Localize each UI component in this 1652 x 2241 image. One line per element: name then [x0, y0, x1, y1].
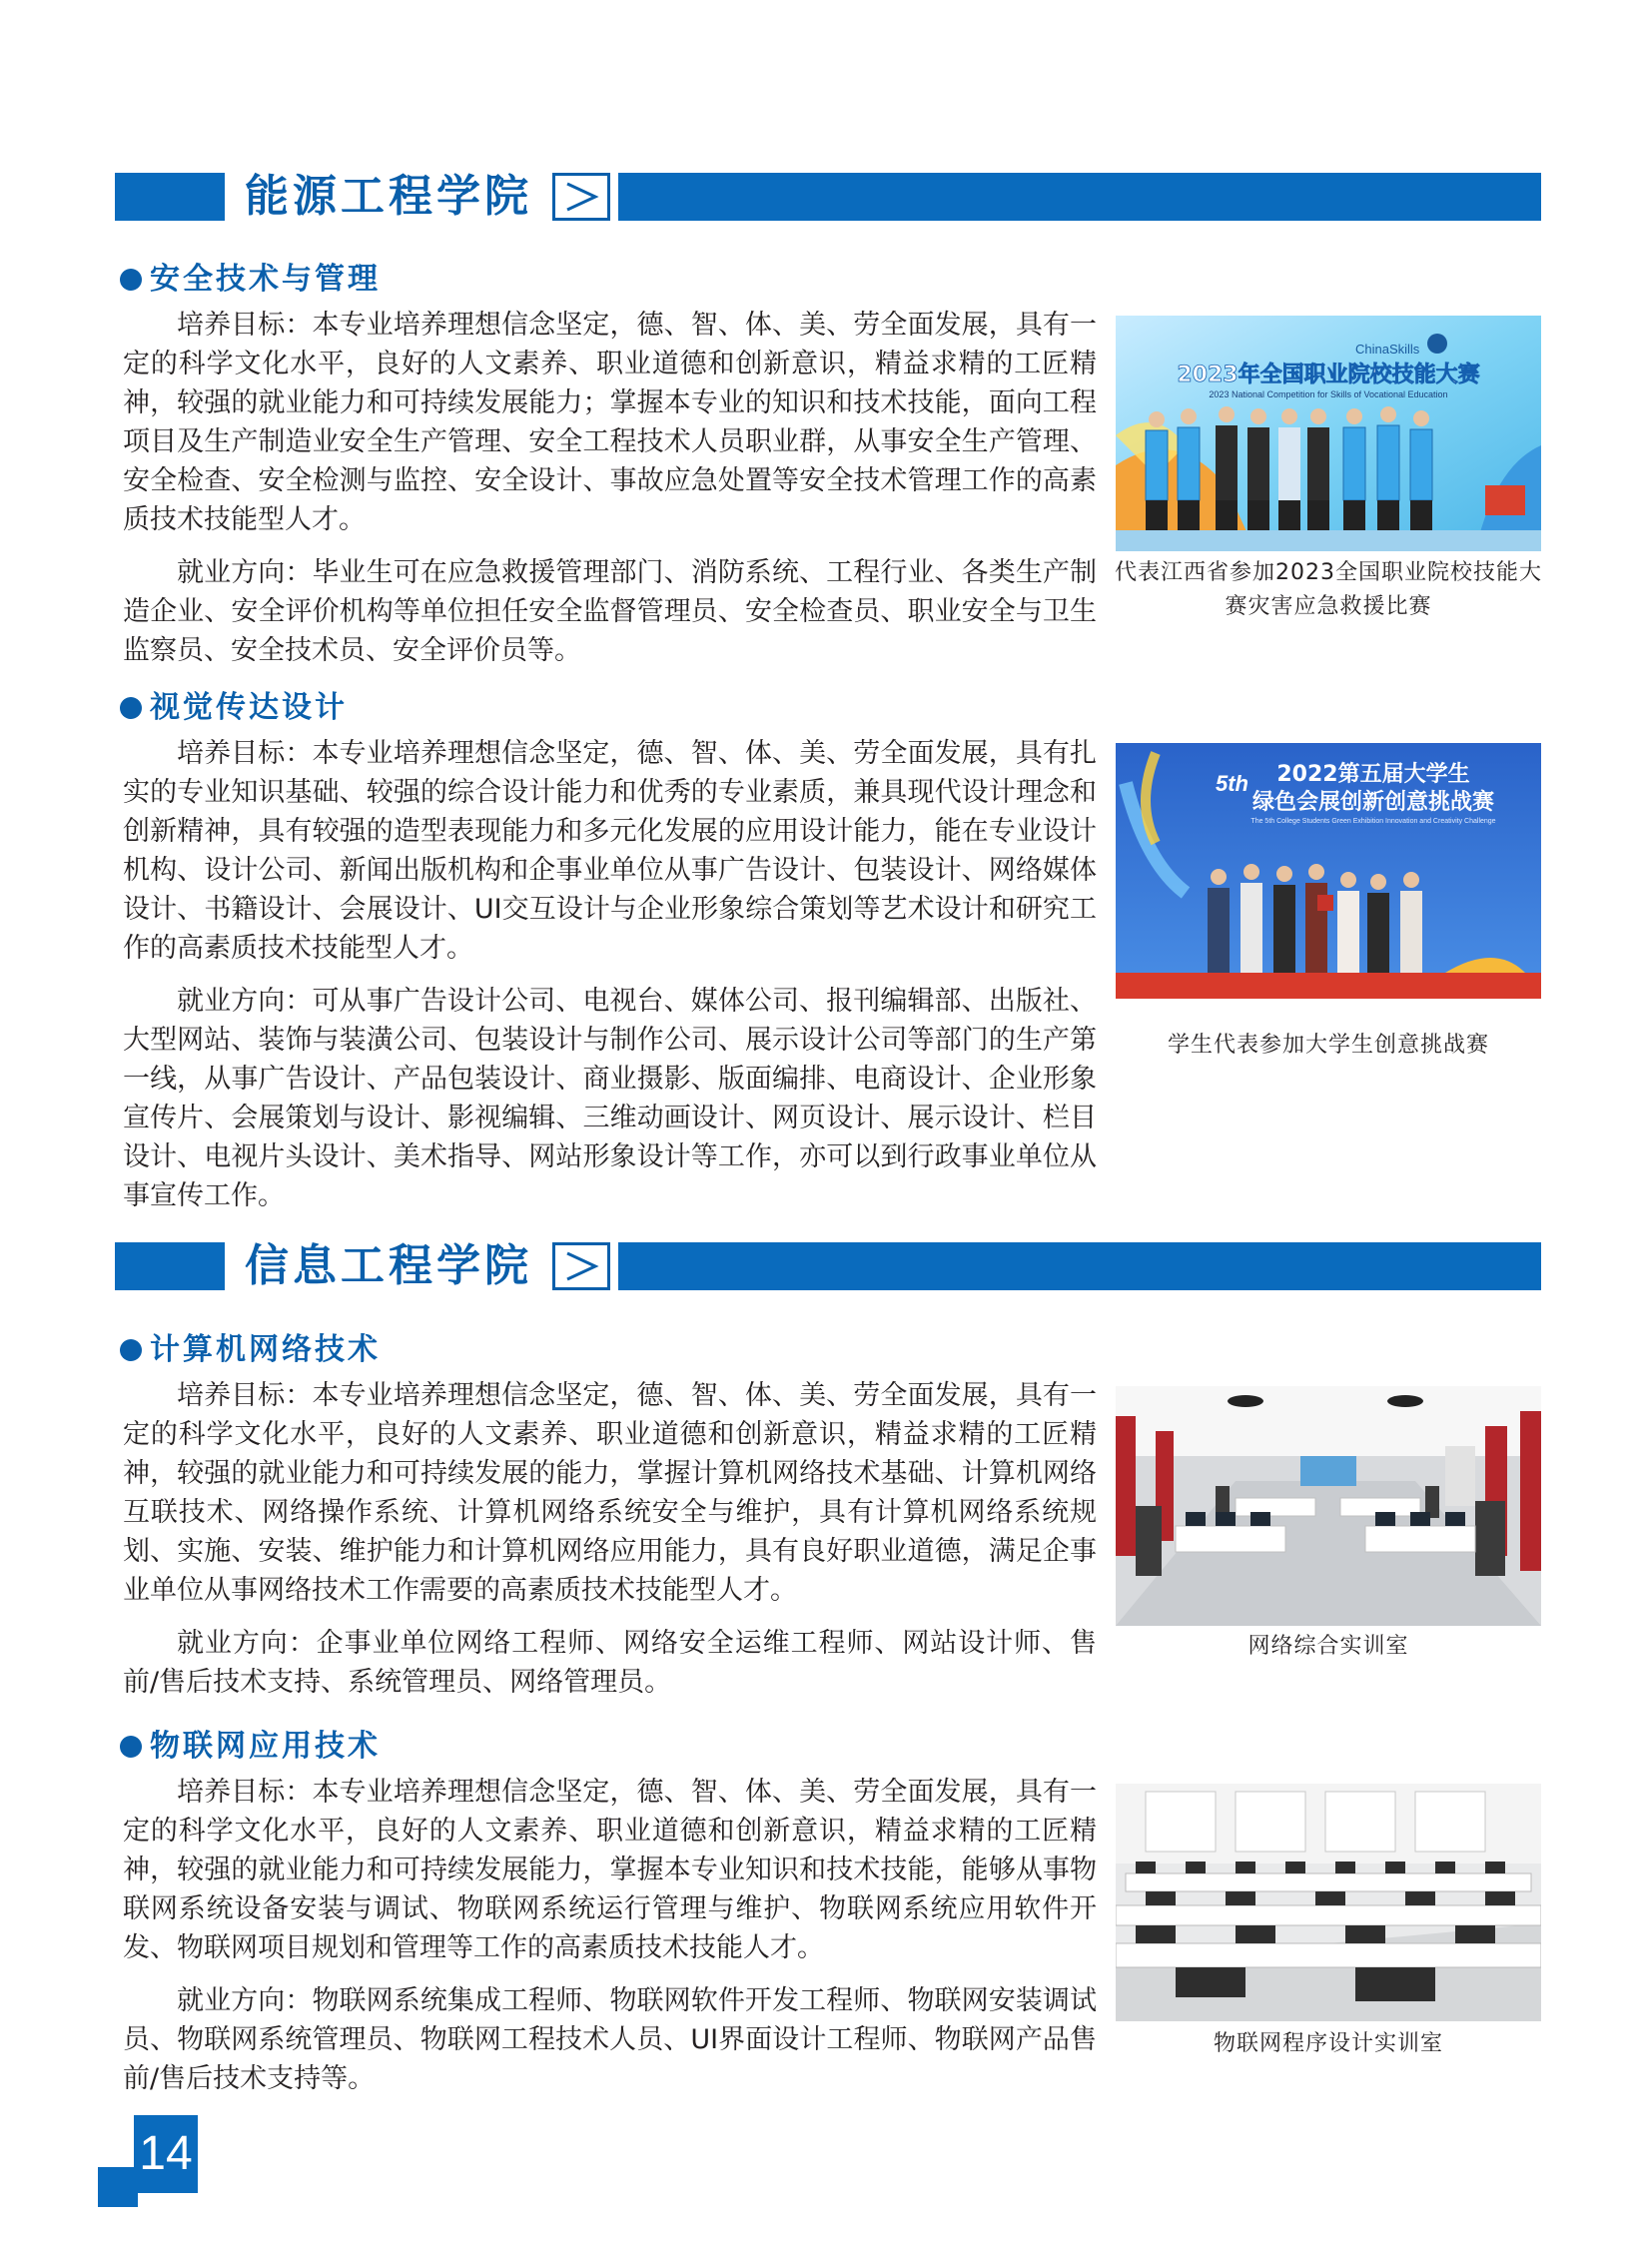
- photo-creativity-challenge: [1116, 743, 1541, 999]
- photo-caption: 物联网程序设计实训室: [1213, 2031, 1443, 2056]
- major-goal: 培养目标：本专业培养理想信念坚定，德、智、体、美、劳全面发展，具有一定的科学文化水平，良好的人文素养、职业道德和创新意识，精益求精的工匠精神，较强的就业能力和可持续发展能力；掌握本专业的知识和技术技能，面向工程项目及生产制造业安全生产管理、安全工程技术人员职业群，从事安全生产管理、安全检查、安全检测与监控、安全设计、事故应急处置等安全技术管理工作的高素质技术技能型人才。: [123, 310, 1097, 535]
- banner-title-line2: 绿色会展创新创意挑战赛: [1251, 790, 1495, 815]
- section-title: 能源工程学院: [245, 171, 532, 222]
- banner-title: 2023年全国职业院校技能大赛: [1177, 363, 1480, 387]
- section-title: 信息工程学院: [245, 1240, 532, 1291]
- page-number: 14: [134, 2115, 198, 2193]
- major-employment: 就业方向：企事业单位网络工程师、网络安全运维工程师、网站设计师、售前/售后技术支持、系统管理员、网络管理员。: [123, 1628, 1097, 1698]
- photo-caption: 代表江西省参加2023全国职业院校技能大赛灾害应急救援比赛: [1115, 560, 1542, 619]
- chevron-right-icon: [552, 173, 610, 221]
- bullet-icon: [120, 1736, 142, 1758]
- bullet-icon: [120, 1339, 142, 1361]
- header-right-bar: [618, 1242, 1541, 1290]
- page-corner-square: [98, 2167, 138, 2207]
- header-left-block: [115, 1242, 225, 1290]
- major-name: 安全技术与管理: [150, 262, 381, 297]
- major-employment: 就业方向：毕业生可在应急救援管理部门、消防系统、工程行业、各类生产制造企业、安全评价机构等单位担任安全监督管理员、安全检查员、职业安全与卫生监察员、安全技术员、安全评价员等。: [123, 557, 1097, 666]
- bullet-icon: [120, 269, 142, 291]
- major-employment: 就业方向：可从事广告设计公司、电视台、媒体公司、报刊编辑部、出版社、大型网站、装饰与装潢公司、包装设计与制作公司、展示设计公司等部门的生产第一线，从事广告设计、产品包装设计、商业摄影、版面编排、电商设计、企业形象宣传片、会展策划与设计、影视编辑、三维动画设计、网页设计、展示设计、栏目设计、电视片头设计、美术指导、网站形象设计等工作，亦可以到行政事业单位从事宣传工作。: [123, 986, 1097, 1211]
- major-heading: [120, 258, 381, 302]
- major-heading: [120, 686, 348, 730]
- major-heading: [120, 1328, 381, 1372]
- page-number-block: [98, 2115, 198, 2225]
- major-employment: 就业方向：物联网系统集成工程师、物联网软件开发工程师、物联网安装调试员、物联网系统管理员、物联网工程技术人员、UI界面设计工程师、物联网产品售前/售后技术支持等。: [123, 1985, 1097, 2094]
- banner-badge: 5th: [1216, 771, 1248, 796]
- photo-skills-competition: [1116, 316, 1541, 551]
- major-name: 计算机网络技术: [150, 1332, 381, 1367]
- major-goal: 培养目标：本专业培养理想信念坚定，德、智、体、美、劳全面发展，具有扎实的专业知识基础、较强的综合设计能力和优秀的专业素质，兼具现代设计理念和创新精神，具有较强的造型表现能力和多元化发展的应用设计能力，能在专业设计机构、设计公司、新闻出版机构和企事业单位从事广告设计、包装设计、网络媒体设计、书籍设计、会展设计、UI交互设计与企业形象综合策划等艺术设计和研究工作的高素质技术技能型人才。: [123, 738, 1097, 964]
- photo-caption: 网络综合实训室: [1247, 1634, 1409, 1659]
- major-name: 视觉传达设计: [150, 690, 348, 725]
- photo-iot-lab: [1116, 1784, 1541, 2021]
- banner-subtitle: 2023 National Competition for Skills of Vocational Education: [1209, 389, 1448, 399]
- photo-caption: 学生代表参加大学生创意挑战赛: [1167, 1033, 1489, 1058]
- photo-network-lab: [1116, 1386, 1541, 1626]
- header-right-bar: [618, 173, 1541, 221]
- major-goal: 培养目标：本专业培养理想信念坚定，德、智、体、美、劳全面发展，具有一定的科学文化水平，良好的人文素养、职业道德和创新意识，精益求精的工匠精神，较强的就业能力和可持续发展的能力，掌握计算机网络技术基础、计算机网络互联技术、网络操作系统、计算机网络系统安全与维护，具有计算机网络系统规划、实施、安装、维护能力和计算机网络应用能力，具有良好职业道德，满足企事业单位从事网络技术工作需要的高素质技术技能型人才。: [123, 1380, 1097, 1606]
- banner-logo: ChinaSkills: [1355, 342, 1420, 357]
- bullet-icon: [120, 697, 142, 719]
- major-name: 物联网应用技术: [150, 1729, 381, 1764]
- major-goal: 培养目标：本专业培养理想信念坚定，德、智、体、美、劳全面发展，具有一定的科学文化水平，良好的人文素养、职业道德和创新意识，精益求精的工匠精神，较强的就业能力和可持续发展能力，掌握本专业知识和技术技能，能够从事物联网系统设备安装与调试、物联网系统运行管理与维护、物联网系统应用软件开发、物联网项目规划和管理等工作的高素质技术技能人才。: [123, 1777, 1097, 1963]
- banner-subtitle: The 5th College Students Green Exhibition Innovation and Creativity Challenge: [1250, 818, 1496, 825]
- chevron-right-icon: [552, 1242, 610, 1290]
- major-heading: [120, 1725, 381, 1769]
- banner-title: 2022第五届大学生: [1276, 762, 1470, 787]
- section-header-energy: [115, 173, 1541, 221]
- header-left-block: [115, 173, 225, 221]
- section-header-information: [115, 1242, 1541, 1290]
